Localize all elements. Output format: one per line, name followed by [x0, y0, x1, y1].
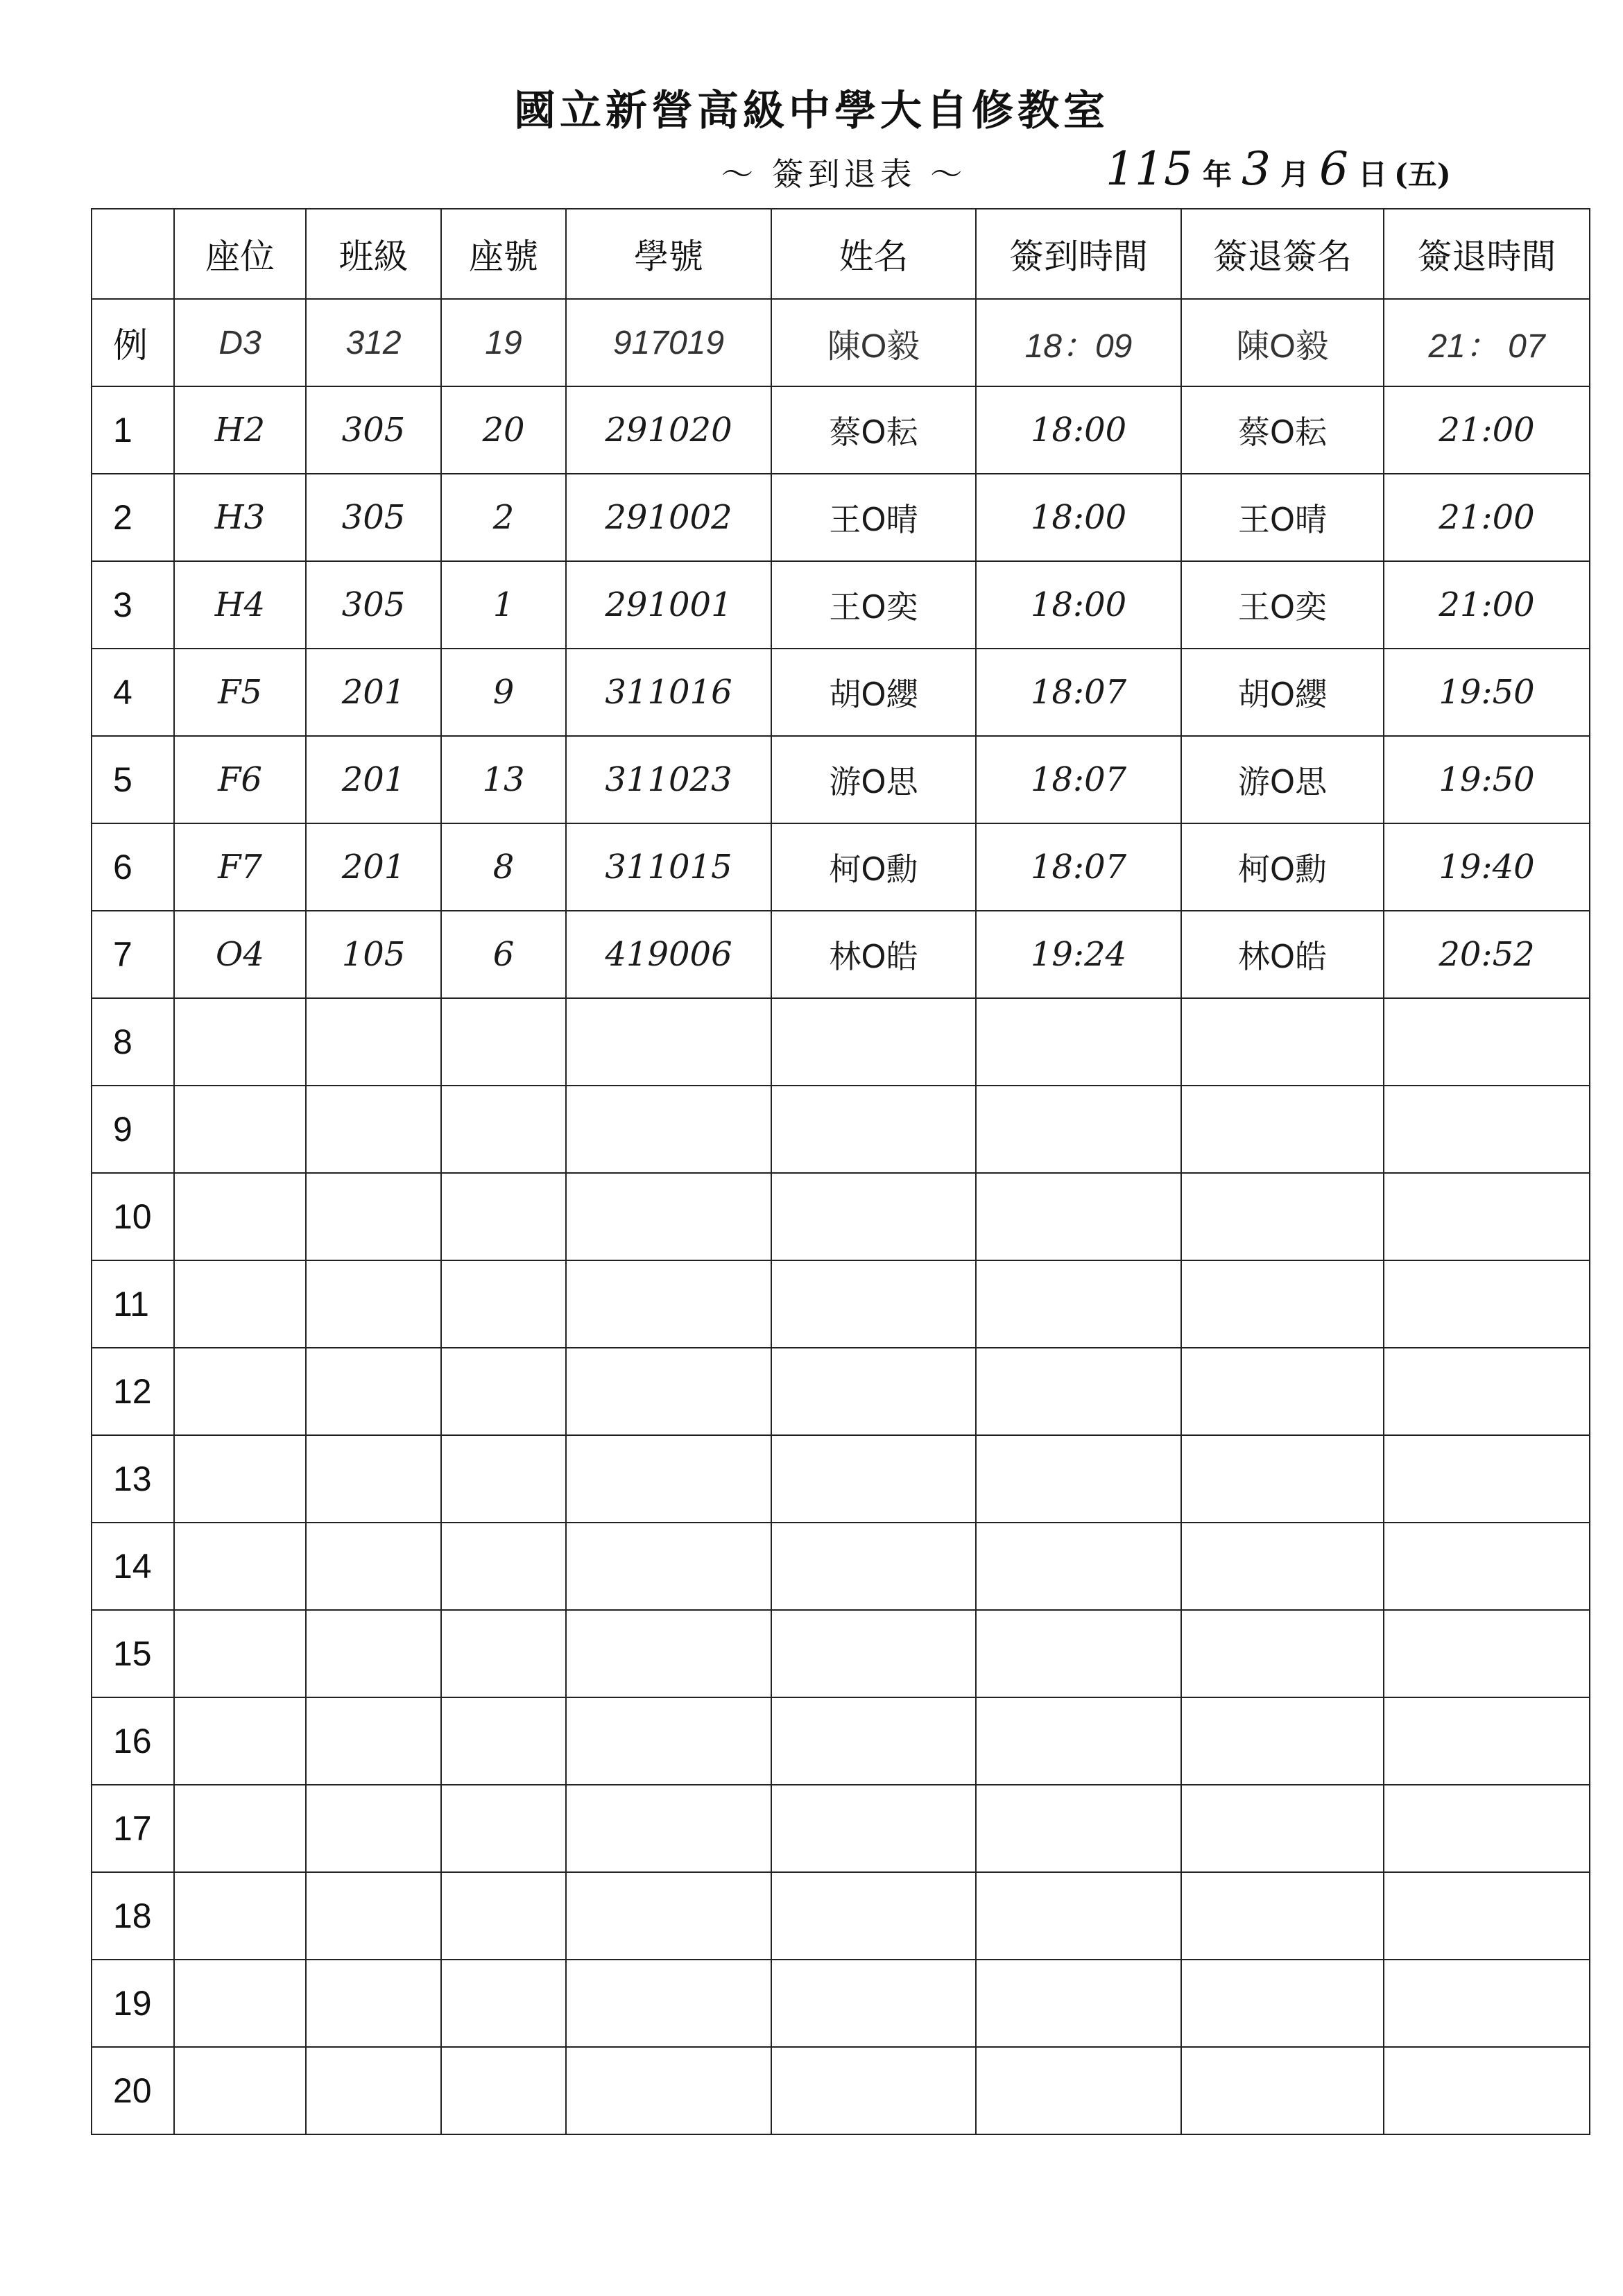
cell-student-id[interactable]: 917019 — [566, 299, 771, 386]
cell-class[interactable]: 201 — [306, 736, 441, 823]
cell-sign-out-signature[interactable] — [1181, 1086, 1384, 1173]
cell-student-id[interactable]: 311015 — [566, 823, 771, 911]
cell-sign-in-time[interactable] — [976, 1523, 1181, 1610]
cell-seat-number[interactable]: 9 — [441, 649, 566, 736]
cell-seat-number[interactable] — [441, 1610, 566, 1697]
cell-seat[interactable]: F5 — [174, 649, 306, 736]
cell-sign-out-time[interactable] — [1384, 1523, 1590, 1610]
cell-row-number: 例 — [92, 299, 174, 386]
cell-sign-out-time[interactable]: 20:52 — [1384, 911, 1590, 998]
cell-seat-number[interactable] — [441, 998, 566, 1086]
cell-sign-out-signature[interactable]: 柯O勳 — [1181, 823, 1384, 911]
table-row — [92, 1610, 1590, 1697]
cell-sign-out-signature[interactable] — [1181, 998, 1384, 1086]
cell-row-number: 6 — [92, 823, 174, 911]
cell-row-number: 14 — [92, 1523, 174, 1610]
table-row — [92, 1523, 1590, 1610]
cell-sign-out-signature[interactable] — [1181, 1260, 1384, 1348]
table-row — [92, 474, 1590, 561]
cell-row-number: 7 — [92, 911, 174, 998]
cell-student-id[interactable] — [566, 1348, 771, 1435]
cell-sign-out-time[interactable]: 19:40 — [1384, 823, 1590, 911]
table-row — [92, 1960, 1590, 2047]
cell-student-id[interactable]: 311016 — [566, 649, 771, 736]
cell-student-id[interactable] — [566, 1697, 771, 1785]
cell-sign-in-time[interactable] — [976, 2047, 1181, 2134]
cell-sign-out-time[interactable] — [1384, 1610, 1590, 1697]
cell-class[interactable]: 105 — [306, 911, 441, 998]
cell-seat[interactable] — [174, 1610, 306, 1697]
column-header-class: 班級 — [306, 209, 441, 299]
cell-sign-out-time[interactable] — [1384, 1872, 1590, 1960]
cell-seat-number[interactable] — [441, 1872, 566, 1960]
cell-class[interactable] — [306, 1523, 441, 1610]
cell-name[interactable] — [771, 2047, 976, 2134]
date-year-label: 年 — [1202, 157, 1232, 191]
cell-sign-out-signature[interactable]: 王O奕 — [1181, 561, 1384, 649]
header-row — [92, 209, 1590, 299]
cell-sign-out-signature[interactable]: 游O思 — [1181, 736, 1384, 823]
cell-sign-in-time[interactable] — [976, 1348, 1181, 1435]
cell-class[interactable]: 305 — [306, 386, 441, 474]
cell-seat[interactable]: H4 — [174, 561, 306, 649]
cell-seat[interactable]: H2 — [174, 386, 306, 474]
cell-row-number: 11 — [92, 1260, 174, 1348]
table-row — [92, 1086, 1590, 1173]
cell-sign-out-time[interactable]: 21:00 — [1384, 474, 1590, 561]
cell-sign-out-time[interactable] — [1384, 1348, 1590, 1435]
example-row — [92, 299, 1590, 386]
cell-row-number: 17 — [92, 1785, 174, 1872]
cell-sign-out-time[interactable] — [1384, 1435, 1590, 1523]
cell-row-number: 16 — [92, 1697, 174, 1785]
cell-class[interactable]: 201 — [306, 649, 441, 736]
date-day-label: 日 — [1358, 157, 1388, 191]
cell-seat[interactable] — [174, 1785, 306, 1872]
cell-sign-out-time[interactable] — [1384, 1697, 1590, 1785]
cell-sign-out-time[interactable]: 21： 07 — [1384, 299, 1590, 386]
cell-sign-out-time[interactable] — [1384, 998, 1590, 1086]
cell-class[interactable]: 312 — [306, 299, 441, 386]
cell-student-id[interactable] — [566, 1260, 771, 1348]
cell-sign-out-time[interactable]: 21:00 — [1384, 561, 1590, 649]
cell-sign-out-signature[interactable]: 林O皓 — [1181, 911, 1384, 998]
cell-sign-in-time[interactable] — [976, 1610, 1181, 1697]
cell-sign-out-time[interactable]: 19:50 — [1384, 649, 1590, 736]
cell-student-id[interactable] — [566, 1173, 771, 1260]
cell-row-number: 20 — [92, 2047, 174, 2134]
cell-seat[interactable] — [174, 1173, 306, 1260]
date-month-label: 月 — [1280, 157, 1310, 191]
cell-name[interactable]: 陳O毅 — [771, 299, 976, 386]
cell-row-number: 10 — [92, 1173, 174, 1260]
cell-seat-number[interactable] — [441, 2047, 566, 2134]
cell-name[interactable]: 蔡O耘 — [771, 386, 976, 474]
cell-sign-in-time[interactable]: 18：09 — [976, 299, 1181, 386]
cell-student-id[interactable] — [566, 1785, 771, 1872]
table-row — [92, 823, 1590, 911]
cell-name[interactable] — [771, 1086, 976, 1173]
cell-sign-out-signature[interactable] — [1181, 1348, 1384, 1435]
cell-sign-out-time[interactable] — [1384, 1785, 1590, 1872]
table-row — [92, 998, 1590, 1086]
cell-seat[interactable] — [174, 1872, 306, 1960]
cell-name[interactable] — [771, 1610, 976, 1697]
table-row — [92, 1872, 1590, 1960]
cell-class[interactable] — [306, 1960, 441, 2047]
cell-sign-out-signature[interactable]: 王O晴 — [1181, 474, 1384, 561]
cell-sign-out-signature[interactable] — [1181, 1173, 1384, 1260]
cell-seat-number[interactable]: 19 — [441, 299, 566, 386]
table-row — [92, 561, 1590, 649]
cell-name[interactable] — [771, 998, 976, 1086]
cell-student-id[interactable]: 291002 — [566, 474, 771, 561]
table-row — [92, 386, 1590, 474]
cell-name[interactable] — [771, 1872, 976, 1960]
date-month: 3 — [1242, 142, 1271, 196]
column-header-sign-out-time: 簽退時間 — [1384, 209, 1590, 299]
cell-sign-in-time[interactable] — [976, 1697, 1181, 1785]
cell-sign-out-time[interactable] — [1384, 1086, 1590, 1173]
cell-student-id[interactable] — [566, 998, 771, 1086]
cell-seat[interactable] — [174, 1960, 306, 2047]
cell-sign-out-time[interactable] — [1384, 1173, 1590, 1260]
table-row — [92, 911, 1590, 998]
cell-sign-out-signature[interactable] — [1181, 1785, 1384, 1872]
cell-seat-number[interactable] — [441, 1960, 566, 2047]
cell-row-number: 8 — [92, 998, 174, 1086]
cell-name[interactable]: 游O思 — [771, 736, 976, 823]
cell-name[interactable]: 胡O纓 — [771, 649, 976, 736]
cell-row-number: 18 — [92, 1872, 174, 1960]
cell-student-id[interactable]: 291020 — [566, 386, 771, 474]
cell-sign-out-time[interactable] — [1384, 1960, 1590, 2047]
cell-sign-out-signature[interactable] — [1181, 1435, 1384, 1523]
cell-class[interactable] — [306, 1435, 441, 1523]
cell-seat-number[interactable]: 1 — [441, 561, 566, 649]
date-weekday: (五) — [1394, 157, 1451, 191]
date-day: 6 — [1319, 142, 1349, 196]
cell-sign-out-signature[interactable] — [1181, 1523, 1384, 1610]
cell-seat-number[interactable]: 8 — [441, 823, 566, 911]
cell-class[interactable] — [306, 1697, 441, 1785]
cell-sign-out-signature[interactable] — [1181, 1697, 1384, 1785]
cell-seat-number[interactable] — [441, 1785, 566, 1872]
cell-seat[interactable]: O4 — [174, 911, 306, 998]
column-header-seat-number: 座號 — [441, 209, 566, 299]
cell-sign-in-time[interactable] — [976, 998, 1181, 1086]
cell-sign-in-time[interactable] — [976, 1960, 1181, 2047]
cell-sign-in-time[interactable] — [976, 1173, 1181, 1260]
table-row — [92, 1697, 1590, 1785]
cell-student-id[interactable] — [566, 1610, 771, 1697]
table-row — [92, 1348, 1590, 1435]
cell-seat[interactable] — [174, 1348, 306, 1435]
sign-in-table — [91, 208, 1590, 2135]
cell-name[interactable] — [771, 1348, 976, 1435]
cell-seat[interactable] — [174, 1435, 306, 1523]
cell-name[interactable]: 王O晴 — [771, 474, 976, 561]
cell-class[interactable]: 201 — [306, 823, 441, 911]
cell-seat-number[interactable] — [441, 1348, 566, 1435]
cell-seat-number[interactable]: 13 — [441, 736, 566, 823]
cell-name[interactable] — [771, 1697, 976, 1785]
cell-name[interactable]: 林O皓 — [771, 911, 976, 998]
cell-row-number: 15 — [92, 1610, 174, 1697]
cell-sign-in-time[interactable]: 18:00 — [976, 386, 1181, 474]
cell-sign-in-time[interactable] — [976, 1435, 1181, 1523]
cell-student-id[interactable] — [566, 1086, 771, 1173]
cell-row-number: 5 — [92, 736, 174, 823]
cell-sign-in-time[interactable]: 18:07 — [976, 736, 1181, 823]
cell-sign-out-signature[interactable] — [1181, 2047, 1384, 2134]
cell-seat-number[interactable] — [441, 1260, 566, 1348]
cell-student-id[interactable] — [566, 2047, 771, 2134]
cell-name[interactable]: 柯O勳 — [771, 823, 976, 911]
cell-name[interactable] — [771, 1523, 976, 1610]
cell-class[interactable]: 305 — [306, 474, 441, 561]
cell-sign-in-time[interactable] — [976, 1260, 1181, 1348]
cell-class[interactable] — [306, 2047, 441, 2134]
column-header-sign-out-signature: 簽退簽名 — [1181, 209, 1384, 299]
cell-seat[interactable] — [174, 1260, 306, 1348]
cell-row-number: 9 — [92, 1086, 174, 1173]
column-header-sign-in-time: 簽到時間 — [976, 209, 1181, 299]
cell-sign-in-time[interactable]: 18:00 — [976, 474, 1181, 561]
cell-student-id[interactable]: 419006 — [566, 911, 771, 998]
cell-seat[interactable] — [174, 1523, 306, 1610]
cell-seat-number[interactable]: 20 — [441, 386, 566, 474]
cell-seat-number[interactable] — [441, 1523, 566, 1610]
column-header-name: 姓名 — [771, 209, 976, 299]
cell-student-id[interactable]: 291001 — [566, 561, 771, 649]
cell-sign-in-time[interactable]: 18:07 — [976, 823, 1181, 911]
cell-sign-in-time[interactable] — [976, 1086, 1181, 1173]
cell-sign-in-time[interactable]: 18:07 — [976, 649, 1181, 736]
cell-row-number: 19 — [92, 1960, 174, 2047]
cell-sign-in-time[interactable] — [976, 1785, 1181, 1872]
cell-seat[interactable] — [174, 998, 306, 1086]
cell-seat[interactable] — [174, 1086, 306, 1173]
column-header-row-number — [92, 209, 174, 299]
cell-sign-out-signature[interactable]: 蔡O耘 — [1181, 386, 1384, 474]
cell-name[interactable] — [771, 1960, 976, 2047]
cell-sign-out-signature[interactable] — [1181, 1872, 1384, 1960]
table-row — [92, 1435, 1590, 1523]
cell-sign-out-signature[interactable]: 胡O纓 — [1181, 649, 1384, 736]
cell-class[interactable] — [306, 1610, 441, 1697]
cell-student-id[interactable] — [566, 1960, 771, 2047]
cell-seat[interactable]: F6 — [174, 736, 306, 823]
cell-sign-out-signature[interactable] — [1181, 1610, 1384, 1697]
cell-row-number: 13 — [92, 1435, 174, 1523]
cell-sign-out-time[interactable]: 21:00 — [1384, 386, 1590, 474]
cell-seat-number[interactable]: 6 — [441, 911, 566, 998]
cell-name[interactable] — [771, 1173, 976, 1260]
table-row — [92, 1173, 1590, 1260]
column-header-student-id: 學號 — [566, 209, 771, 299]
table-row — [92, 2047, 1590, 2134]
form-date — [1096, 142, 1451, 196]
cell-class[interactable] — [306, 998, 441, 1086]
cell-row-number: 4 — [92, 649, 174, 736]
cell-seat[interactable]: F7 — [174, 823, 306, 911]
cell-name[interactable]: 王O奕 — [771, 561, 976, 649]
date-year: 115 — [1106, 142, 1193, 196]
cell-student-id[interactable]: 311023 — [566, 736, 771, 823]
cell-sign-in-time[interactable]: 18:00 — [976, 561, 1181, 649]
cell-name[interactable] — [771, 1785, 976, 1872]
cell-seat[interactable] — [174, 1697, 306, 1785]
cell-student-id[interactable] — [566, 1435, 771, 1523]
form-title: 國立新營高級中學大自修教室 — [514, 87, 1109, 135]
cell-sign-in-time[interactable]: 19:24 — [976, 911, 1181, 998]
cell-seat-number[interactable] — [441, 1697, 566, 1785]
cell-student-id[interactable] — [566, 1872, 771, 1960]
form-subtitle: ～ 簽到退表 ～ — [721, 155, 967, 193]
cell-sign-out-time[interactable] — [1384, 2047, 1590, 2134]
cell-name[interactable] — [771, 1435, 976, 1523]
cell-class[interactable] — [306, 1348, 441, 1435]
table-row — [92, 649, 1590, 736]
cell-sign-out-time[interactable] — [1384, 1260, 1590, 1348]
cell-seat-number[interactable] — [441, 1435, 566, 1523]
cell-class[interactable] — [306, 1785, 441, 1872]
cell-row-number: 2 — [92, 474, 174, 561]
cell-class[interactable] — [306, 1872, 441, 1960]
cell-seat-number[interactable] — [441, 1173, 566, 1260]
table-row — [92, 1260, 1590, 1348]
cell-class[interactable] — [306, 1086, 441, 1173]
table-row — [92, 1785, 1590, 1872]
cell-sign-out-signature[interactable]: 陳O毅 — [1181, 299, 1384, 386]
cell-name[interactable] — [771, 1260, 976, 1348]
cell-class[interactable]: 305 — [306, 561, 441, 649]
column-header-seat: 座位 — [174, 209, 306, 299]
cell-seat-number[interactable]: 2 — [441, 474, 566, 561]
cell-seat[interactable] — [174, 2047, 306, 2134]
cell-seat[interactable]: H3 — [174, 474, 306, 561]
table-row — [92, 736, 1590, 823]
cell-seat[interactable]: D3 — [174, 299, 306, 386]
cell-sign-in-time[interactable] — [976, 1872, 1181, 1960]
cell-student-id[interactable] — [566, 1523, 771, 1610]
cell-row-number: 3 — [92, 561, 174, 649]
cell-seat-number[interactable] — [441, 1086, 566, 1173]
cell-sign-out-signature[interactable] — [1181, 1960, 1384, 2047]
cell-row-number: 12 — [92, 1348, 174, 1435]
cell-sign-out-time[interactable]: 19:50 — [1384, 736, 1590, 823]
cell-row-number: 1 — [92, 386, 174, 474]
cell-class[interactable] — [306, 1260, 441, 1348]
cell-class[interactable] — [306, 1173, 441, 1260]
